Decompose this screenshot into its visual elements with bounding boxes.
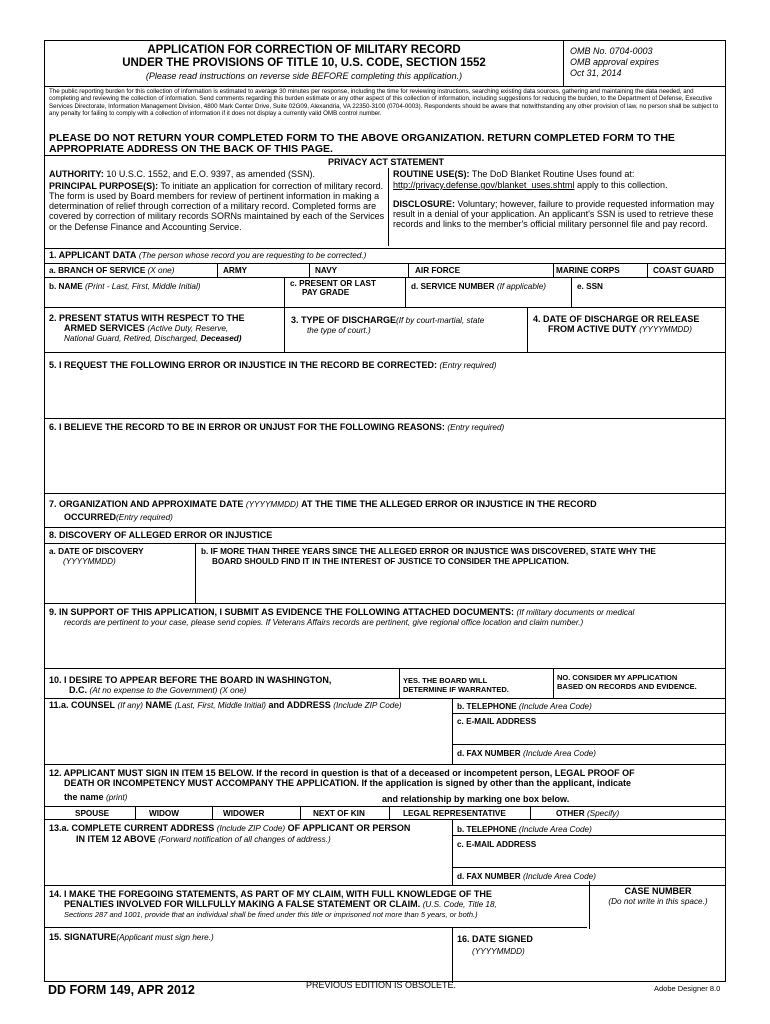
present-status-line3: National Guard, Retired, Discharged, Deceased) [64, 334, 242, 343]
certification-statement: 14. I MAKE THE FOREGOING STATEMENTS, AS PART OF MY CLAIM, WITH FULL KNOWLEDGE OF THE [49, 889, 492, 899]
principal-purpose-text: PRINCIPAL PURPOSE(S): To initiate an application for correction of military record. The form is used by Board members for review of pertinent information in making a determination of relief through correction of a military record. Completed forms are covered by correction of military records SORNs maintained by each of the Services or the Defense Finance and Accounting Service. [49, 181, 385, 232]
applicant-email-field[interactable]: c. E-MAIL ADDRESS [457, 840, 537, 849]
appear-before-board-line2: D.C. (At no expense to the Government) (X one) [69, 685, 247, 695]
ssn-field[interactable]: e. SSN [577, 282, 603, 291]
discovery-heading: 8. DISCOVERY OF ALLEGED ERROR OR INJUSTICE [49, 530, 273, 540]
date-signed-field[interactable]: 16. DATE SIGNED [457, 934, 533, 944]
appear-yes-line2: DETERMINE IF WARRANTED. [403, 685, 509, 694]
service-number-field[interactable]: d. SERVICE NUMBER (If applicable) [411, 282, 546, 291]
omb-expires-date: Oct 31, 2014 [570, 68, 622, 78]
attached-documents-field[interactable]: 9. IN SUPPORT OF THIS APPLICATION, I SUBMIT AS EVIDENCE THE FOLLOWING ATTACHED DOCUMENTS: (If military documents or medical [49, 607, 635, 617]
appear-yes-checkbox[interactable]: YES. THE BOARD WILL [403, 676, 488, 685]
case-number-label: CASE NUMBER [624, 886, 692, 896]
burden-statement: The public reporting burden for this collection of information is estimated to average 30 minutes per response, including the time for reviewing instructions, searching existing data sources, gathering and maintaining the data needed, and completing and reviewing the collection of information. Send comments regarding this burden estimate or any other aspect of this collection of information, including suggestions for reducing the burden, to the Department of Defense, Executive Services Directorate, Information Management Division, 4800 Mark Center Drive, Suite 02G09, Alexandria, VA 22350-3100 (0704-0003). Respondents should be aware that notwithstanding any other provision of law, no person shall be subject to any penalty for failing to comply with a collection of information if it does not display a currently valid OMB control number. [49, 88, 719, 117]
pay-grade-label-line2: PAY GRADE [302, 288, 350, 297]
signature-field[interactable]: 15. SIGNATURE(Applicant must sign here.) [49, 932, 214, 942]
return-notice-line2: APPROPRIATE ADDRESS ON THE BACK OF THIS PAGE. [49, 143, 333, 155]
appear-before-board-heading: 10. I DESIRE TO APPEAR BEFORE THE BOARD IN WASHINGTON, [49, 675, 332, 685]
present-status-line2: ARMED SERVICES (Active Duty, Reserve, [64, 323, 229, 333]
applicant-sign-instructions: 12. APPLICANT MUST SIGN IN ITEM 15 BELOW. If the record in question is that of a deceased or incompetent person, LEGAL PROOF OF [49, 768, 635, 778]
counsel-email-field[interactable]: c. E-MAIL ADDRESS [457, 717, 537, 726]
routine-uses-link[interactable]: http://privacy.defense.gov/blanket_uses.shtml [393, 180, 575, 190]
organization-date-field[interactable]: 7. ORGANIZATION AND APPROXIMATE DATE (YYYYMMDD) AT THE TIME THE ALLEGED ERROR OR INJUSTICE IN THE RECORD [49, 499, 597, 509]
return-notice-line1: PLEASE DO NOT RETURN YOUR COMPLETED FORM TO THE ABOVE ORGANIZATION. RETURN COMPLETED FORM TO THE [49, 132, 675, 144]
form-frame [44, 40, 726, 982]
counsel-field[interactable]: 11.a. COUNSEL (If any) NAME (Last, First, Middle Initial) and ADDRESS (Include ZIP Code) [49, 700, 402, 710]
authority-text: AUTHORITY: 10 U.S.C. 1552, and E.O. 9397, as amended (SSN). [49, 169, 315, 179]
type-of-discharge-note: the type of court.) [307, 326, 371, 335]
disclosure-text: DISCLOSURE: Voluntary; however, failure to provide requested information may result in a denial of your application. An applicant's SSN is used to retrieve these records and links to the member's official military personnel file and pay record. [393, 199, 715, 230]
marine-corps-checkbox[interactable]: MARINE CORPS [556, 266, 620, 275]
date-of-discovery-format: (YYYYMMDD) [63, 557, 116, 566]
applicant-address-field[interactable]: 13.a. COMPLETE CURRENT ADDRESS (Include ZIP Code) OF APPLICANT OR PERSON [49, 823, 411, 833]
form-title-line2: UNDER THE PROVISIONS OF TITLE 10, U.S. CODE, SECTION 1552 [122, 57, 486, 69]
type-of-discharge-field[interactable]: 3. TYPE OF DISCHARGE(If by court-martial, state [291, 315, 485, 325]
navy-checkbox[interactable]: NAVY [315, 266, 338, 275]
date-signed-format: (YYYYMMDD) [472, 947, 525, 956]
form-number: DD FORM 149, APR 2012 [48, 983, 195, 997]
case-number-note: (Do not write in this space.) [608, 897, 708, 906]
signer-name-field[interactable]: the name (print) [64, 792, 128, 802]
relationship-label: and relationship by marking one box below. [382, 794, 570, 804]
applicant-sign-instructions-line2: DEATH OR INCOMPETENCY MUST ACCOMPANY THE APPLICATION. If the application is signed by other than the applicant, indicate [64, 778, 632, 788]
spouse-checkbox[interactable]: SPOUSE [75, 809, 110, 818]
applicant-address-line2: IN ITEM 12 ABOVE (Forward notification of all changes of address.) [76, 834, 331, 844]
air-force-checkbox[interactable]: AIR FORCE [415, 266, 461, 275]
date-of-discharge-line2: FROM ACTIVE DUTY (YYYYMMDD) [548, 324, 692, 334]
applicant-data-heading: 1. APPLICANT DATA (The person whose record you are requesting to be corrected.) [49, 250, 367, 260]
routine-use-text: ROUTINE USE(S): The DoD Blanket Routine Uses found at: [393, 169, 635, 179]
legal-representative-checkbox[interactable]: LEGAL REPRESENTATIVE [403, 809, 506, 818]
date-of-discharge-field[interactable]: 4. DATE OF DISCHARGE OR RELEASE [533, 314, 700, 324]
attached-documents-note: records are pertinent to your case, please send copies. If Veterans Affairs records are pertinent, give regional office location and claim number.) [64, 618, 584, 627]
present-status-field[interactable]: 2. PRESENT STATUS WITH RESPECT TO THE [49, 313, 245, 323]
form-subtitle: (Please read instructions on reverse side BEFORE completing this application.) [145, 71, 463, 81]
designer-note: Adobe Designer 8.0 [654, 984, 721, 993]
omb-number: OMB No. 0704-0003 [570, 46, 653, 56]
form-title-line1: APPLICATION FOR CORRECTION OF MILITARY RECORD [147, 44, 461, 56]
certification-statement-line2: PENALTIES INVOLVED FOR WILLFULLY MAKING A FALSE STATEMENT OR CLAIM. (U.S. Code, Title 18, [64, 899, 497, 909]
routine-use-link-line: http://privacy.defense.gov/blanket_uses.shtml apply to this collection. [393, 180, 668, 190]
reasons-field[interactable]: 6. I BELIEVE THE RECORD TO BE IN ERROR OR UNJUST FOR THE FOLLOWING REASONS: (Entry required) [49, 422, 505, 432]
applicant-telephone-field[interactable]: b. TELEPHONE (Include Area Code) [457, 825, 592, 834]
widow-checkbox[interactable]: WIDOW [149, 809, 180, 818]
army-checkbox[interactable]: ARMY [223, 266, 248, 275]
appear-no-checkbox[interactable]: NO. CONSIDER MY APPLICATION [557, 673, 678, 682]
widower-checkbox[interactable]: WIDOWER [223, 809, 265, 818]
other-relationship-checkbox[interactable]: OTHER (Specify) [556, 809, 620, 818]
appear-no-line2: BASED ON RECORDS AND EVIDENCE. [557, 682, 697, 691]
counsel-fax-field[interactable]: d. FAX NUMBER (Include Area Code) [457, 749, 596, 758]
obsolete-notice: PREVIOUS EDITION IS OBSOLETE. [306, 980, 457, 990]
date-of-discovery-field[interactable]: a. DATE OF DISCOVERY [49, 547, 144, 556]
counsel-telephone-field[interactable]: b. TELEPHONE (Include Area Code) [457, 702, 592, 711]
branch-of-service-label: a. BRANCH OF SERVICE (X one) [49, 266, 175, 275]
certification-statement-line3: Sections 287 and 1001, provide that an individual shall be fined under this title or imprisoned not more than 5 years, or both.) [64, 910, 478, 919]
pay-grade-field[interactable]: c. PRESENT OR LAST [290, 279, 376, 288]
coast-guard-checkbox[interactable]: COAST GUARD [653, 266, 714, 275]
discovery-justification-line2: BOARD SHOULD FIND IT IN THE INTEREST OF JUSTICE TO CONSIDER THE APPLICATION. [212, 557, 569, 566]
organization-date-line2: OCCURRED(Entry required) [64, 512, 173, 522]
name-field[interactable]: b. NAME (Print - Last, First, Middle Initial) [49, 282, 201, 291]
error-correction-field[interactable]: 5. I REQUEST THE FOLLOWING ERROR OR INJUSTICE IN THE RECORD BE CORRECTED: (Entry required) [49, 360, 497, 370]
applicant-fax-field[interactable]: d. FAX NUMBER (Include Area Code) [457, 872, 596, 881]
omb-expires-label: OMB approval expires [570, 57, 660, 67]
discovery-justification-field[interactable]: b. IF MORE THAN THREE YEARS SINCE THE ALLEGED ERROR OR INJUSTICE WAS DISCOVERED, STATE WHY THE [201, 547, 656, 556]
next-of-kin-checkbox[interactable]: NEXT OF KIN [313, 809, 365, 818]
privacy-heading: PRIVACY ACT STATEMENT [327, 157, 444, 167]
